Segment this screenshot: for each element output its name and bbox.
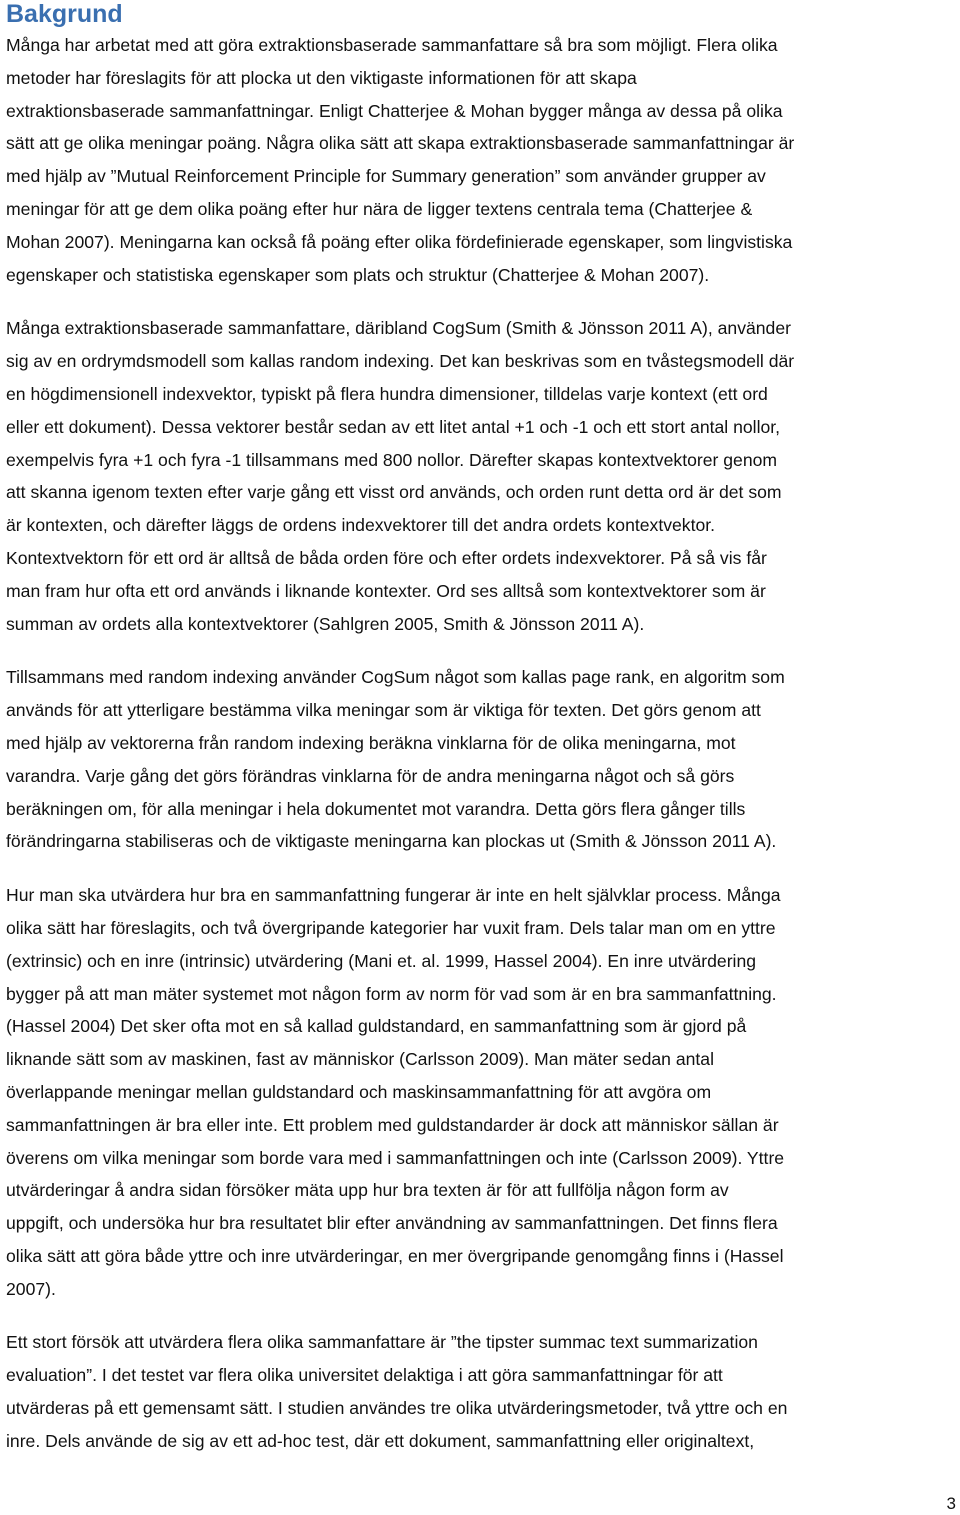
paragraph-gap (6, 1305, 960, 1326)
text-line: man fram hur ofta ett ord används i liknande kontexter. Ord ses alltså som kontextvektorer som är (6, 580, 766, 601)
text-line: Många extraktionsbaserade sammanfattare, däribland CogSum (Smith & Jönsson 2011 A), använder (6, 318, 791, 339)
text-line: (Hassel 2004) Det sker ofta mot en så kallad guldstandard, en sammanfattning som är gjord på (6, 1016, 747, 1037)
text-line: är kontexten, och därefter läggs de ordens indexvektorer till det andra ordets kontextvektor. (6, 515, 716, 536)
text-line: beräkningen om, för alla meningar i hela dokumentet mot varandra. Detta görs flera gånger tills (6, 798, 746, 819)
text-line: egenskaper och statistiska egenskaper som plats och struktur (Chatterjee & Mohan 2007). (6, 264, 710, 285)
text-line: sammanfattningen är bra eller inte. Ett problem med guldstandarder är dock att människor sällan är (6, 1114, 779, 1135)
text-line: liknande sätt som av maskinen, fast av människor (Carlsson 2009). Man mäter sedan antal (6, 1049, 714, 1070)
text-line: en högdimensionell indexvektor, typiskt på flera hundra dimensioner, tilldelas varje kontext (ett ord (6, 383, 768, 404)
section-heading: Bakgrund (6, 0, 123, 28)
text-line: med hjälp av ”Mutual Reinforcement Principle for Summary generation” som använder grupper av (6, 166, 766, 187)
text-line: Hur man ska utvärdera hur bra en sammanfattning fungerar är inte en helt självklar process. Många (6, 885, 781, 906)
text-line: utvärderas på ett gemensamt sätt. I studien användes tre olika utvärderingsmetoder, två yttre och en (6, 1398, 788, 1419)
text-line: Mohan 2007). Meningarna kan också få poäng efter olika fördefinierade egenskaper, som lingvistiska (6, 231, 793, 252)
paragraph (6, 879, 960, 1305)
paragraph-gap (6, 291, 960, 312)
text-line: uppgift, och undersöka hur bra resultatet blir efter användning av sammanfattningen. Det finns flera (6, 1213, 778, 1234)
text-line: utvärderingar å andra sidan försöker mäta upp hur bra texten är för att fullfölja någon form av (6, 1180, 729, 1201)
text-line: överlappande meningar mellan guldstandard och maskinsammanfattning för att avgöra om (6, 1081, 712, 1102)
text-line: meningar för att ge dem olika poäng efter hur nära de ligger textens centrala tema (Chatterjee & (6, 198, 753, 219)
text-line: överens om vilka meningar som borde vara med i sammanfattningen och inte (Carlsson 2009). Yttre (6, 1147, 785, 1168)
text-line: sig av en ordrymdsmodell som kallas random indexing. Det kan beskrivas som en tvåstegsmodell där (6, 351, 795, 372)
page-number: 3 (946, 1494, 956, 1513)
text-line: evaluation”. I det testet var flera olika universitet delaktiga i att göra sammanfattningar för att (6, 1365, 723, 1386)
paragraph (6, 312, 960, 640)
body-text (6, 29, 960, 1458)
paragraph-gap (6, 640, 960, 661)
text-line: summan av ordets alla kontextvektorer (Sahlgren 2005, Smith & Jönsson 2011 A). (6, 613, 645, 634)
text-line: (extrinsic) och en inre (intrinsic) utvärdering (Mani et. al. 1999, Hassel 2004). En inre utvärdering (6, 950, 757, 971)
text-line: eller ett dokument). Dessa vektorer består sedan av ett litet antal +1 och -1 och ett stort antal nollor, (6, 416, 781, 437)
paragraph (6, 29, 960, 291)
text-line: Ett stort försök att utvärdera flera olika sammanfattare är ”the tipster summac text summarization (6, 1332, 758, 1353)
text-line: Tillsammans med random indexing använder CogSum något som kallas page rank, en algoritm som (6, 667, 785, 688)
text-line: exempelvis fyra +1 och fyra -1 tillsammans med 800 nollor. Därefter skapas kontextvektorer genom (6, 449, 778, 470)
paragraph (6, 1326, 960, 1457)
text-line: förändringarna stabiliseras och de viktigaste meningarna kan plockas ut (Smith & Jönsson 2011 A). (6, 831, 777, 852)
paragraph (6, 661, 960, 858)
text-line: sätt att ge olika meningar poäng. Några olika sätt att skapa extraktionsbaserade sammanfattningar är (6, 133, 795, 154)
text-line: med hjälp av vektorerna från random indexing beräkna vinklarna för de olika meningarna, mot (6, 732, 736, 753)
text-line: olika sätt har föreslagits, och två övergripande kategorier har vuxit fram. Dels talar man om en yttre (6, 917, 776, 938)
text-line: används för att ytterligare bestämma vilka meningar som är viktiga för texten. Det görs genom att (6, 700, 761, 721)
text-line: metoder har föreslagits för att plocka ut den viktigaste informationen för att skapa (6, 67, 637, 88)
text-line: bygger på att man mäter systemet mot någon form av norm för vad som är en bra sammanfattning. (6, 983, 777, 1004)
text-line: 2007). (6, 1278, 56, 1299)
text-line: inre. Dels använde de sig av ett ad-hoc test, där ett dokument, sammanfattning eller originaltext, (6, 1430, 755, 1451)
paragraph-gap (6, 858, 960, 879)
text-line: Kontextvektorn för ett ord är alltså de båda orden före och efter ordets indexvektorer. På så vis får (6, 547, 767, 568)
text-line: varandra. Varje gång det görs förändras vinklarna för de andra meningarna något och så görs (6, 765, 735, 786)
text-line: Många har arbetat med att göra extraktionsbaserade sammanfattare så bra som möjligt. Flera olika (6, 35, 778, 55)
text-line: olika sätt att göra både yttre och inre utvärderingar, en mer övergripande genomgång finns i (Hassel (6, 1245, 784, 1266)
text-line: extraktionsbaserade sammanfattningar. Enligt Chatterjee & Mohan bygger många av dessa på olika (6, 100, 783, 121)
text-line: att skanna igenom texten efter varje gång ett visst ord används, och orden runt detta ord är det som (6, 482, 782, 503)
